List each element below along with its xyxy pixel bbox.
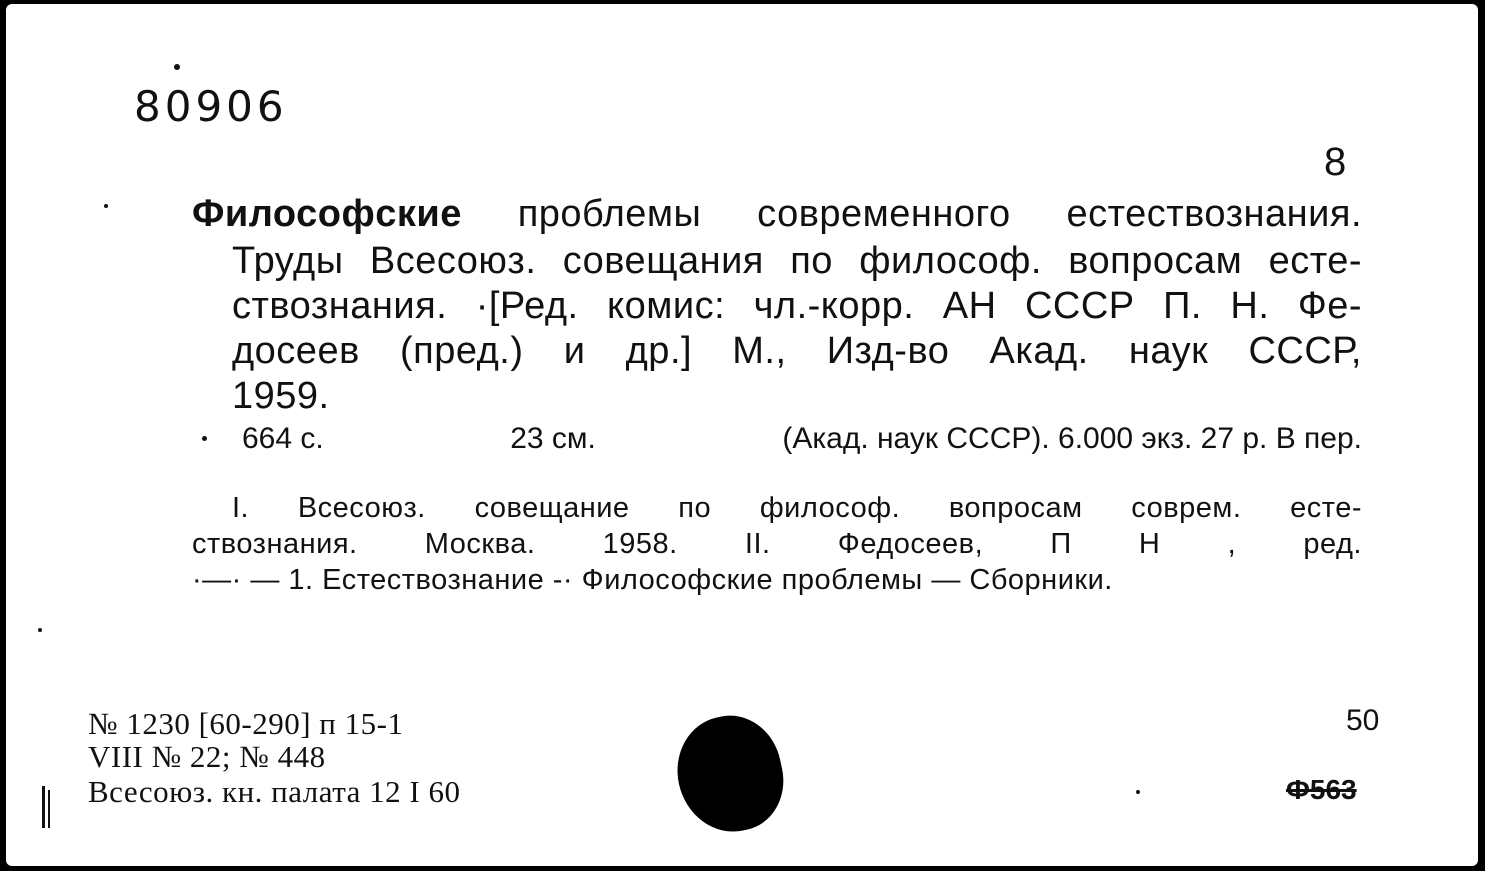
series-and-price: (Акад. наук СССР). 6.000 экз. 27 р. В пер. (782, 422, 1362, 455)
page-count: 664 с. (242, 422, 324, 455)
entry-heading: Философские (192, 193, 462, 235)
book-size: 23 см. (510, 422, 596, 455)
edge-mark (42, 786, 45, 828)
publication-year: 1959. (232, 375, 330, 417)
punch-hole (667, 706, 793, 841)
edge-mark (48, 790, 50, 828)
card-number-line: № 1230 [60-290] п 15-1 (88, 706, 404, 741)
handwritten-accession-number: 80906 (134, 82, 288, 131)
shelf-mark: 8 (1324, 140, 1347, 184)
entry-title-rest: проблемы современного естествознания. (517, 193, 1362, 235)
ink-dot (1136, 790, 1140, 794)
tracing-line-2: ствознания. Москва. 1958. II. Федосеев, П Н , ред. (192, 528, 1362, 560)
ink-dot (38, 628, 42, 632)
catalog-reference-line: VIII № 22; № 448 (88, 739, 326, 774)
card-code: Ф563 (1286, 774, 1357, 805)
tracing-line-3: ·—· — 1. Естествознание -· Философские проблемы — Сборники. (192, 564, 1113, 596)
entry-title-line (192, 192, 1362, 237)
entry-line-3: ствознания. ·[Ред. комис: чл.-корр. АН СССР П. Н. Фе- (232, 285, 1362, 327)
copies-count: 50 (1346, 704, 1380, 737)
publisher: М., Изд-во Акад. наук СССР, (732, 330, 1362, 372)
catalog-card (6, 4, 1478, 866)
ink-dot (202, 436, 207, 441)
entry-line-2: Труды Всесоюз. совещания по философ. вопросам есте- (232, 240, 1362, 282)
ink-dot (104, 204, 108, 208)
entry-line-4 (232, 329, 1362, 374)
ink-dot (174, 64, 180, 70)
chamber-line: Всесоюз. кн. палата 12 I 60 (88, 774, 461, 809)
editors: досеев (пред.) и др.] (232, 330, 693, 372)
tracing-line-1: I. Всесоюз. совещание по философ. вопросам соврем. есте- (232, 492, 1362, 524)
collation-line (242, 422, 1362, 456)
